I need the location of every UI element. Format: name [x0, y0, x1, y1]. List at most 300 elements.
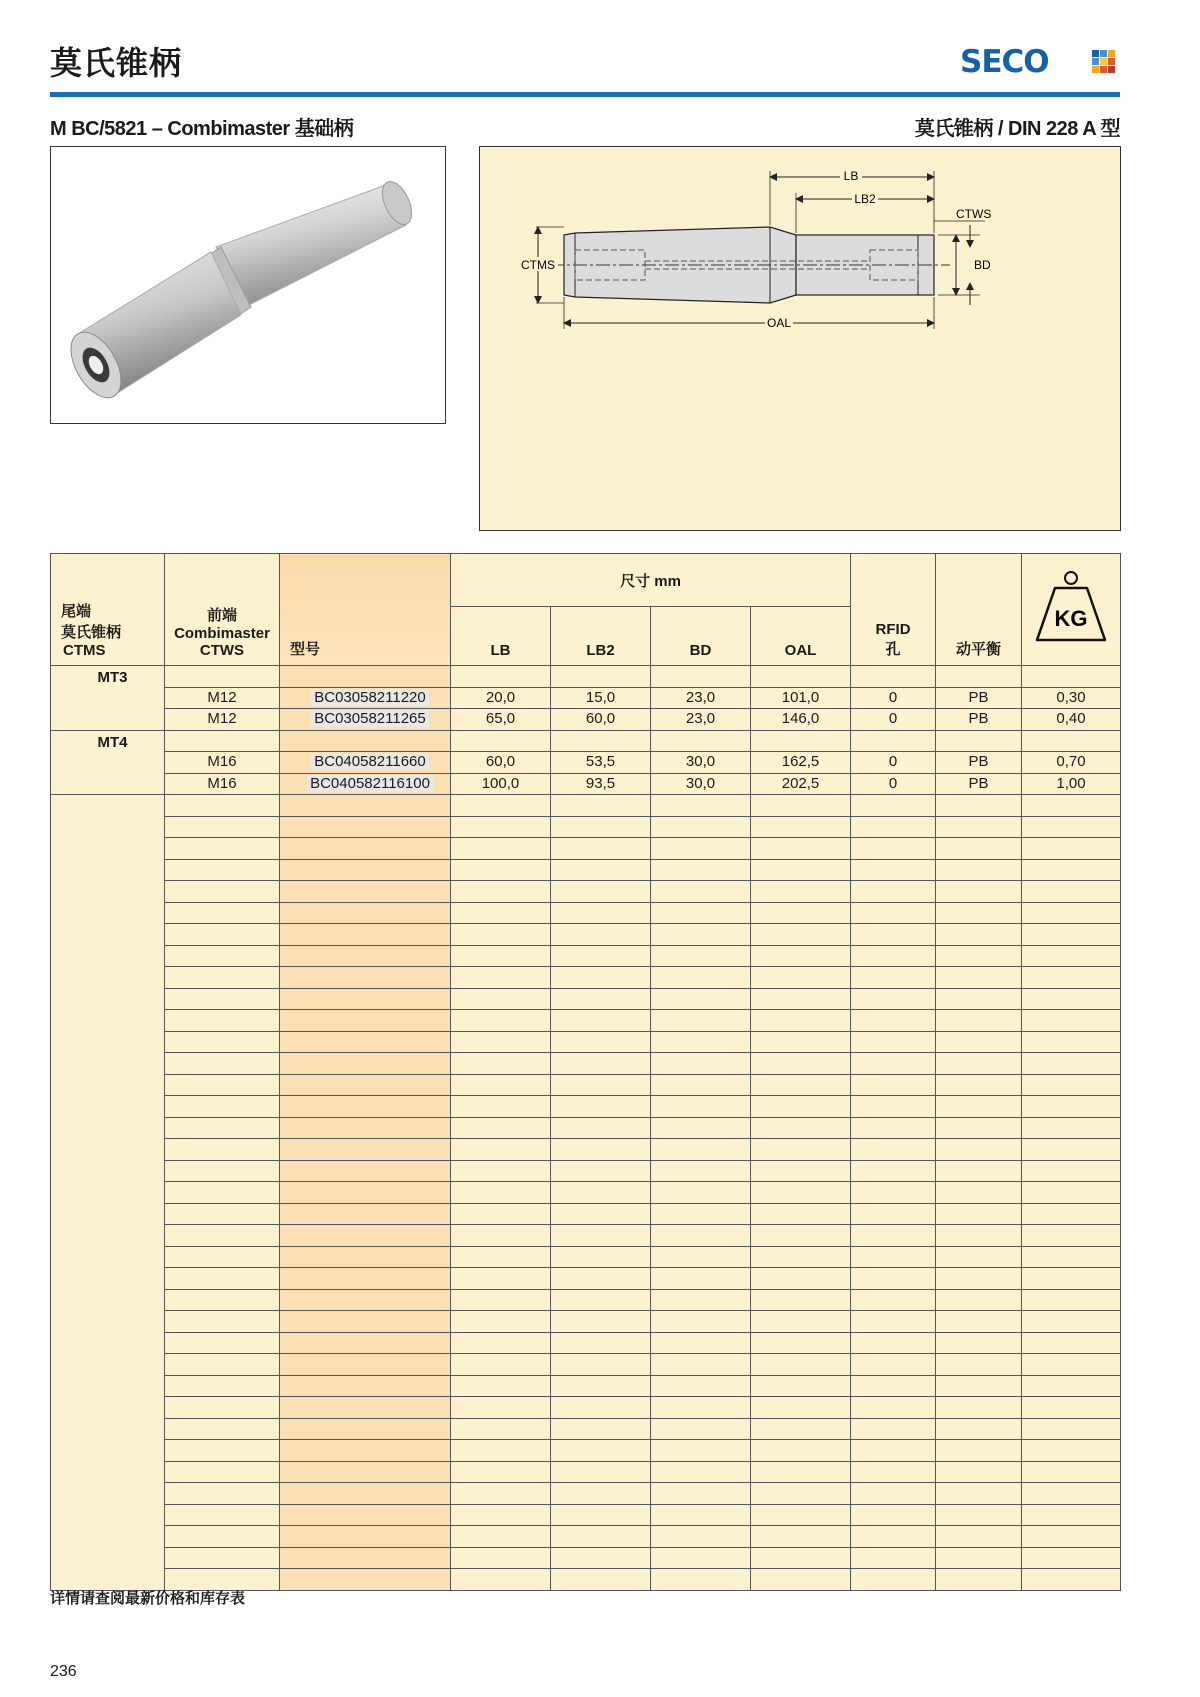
empty-cell	[551, 1289, 651, 1311]
empty-cell	[280, 1225, 451, 1247]
empty-cell	[551, 1418, 651, 1440]
empty-cell	[1022, 1139, 1121, 1161]
empty-cell	[551, 1139, 651, 1161]
table-row[interactable]	[51, 687, 1121, 709]
group-label: MT3	[51, 666, 165, 731]
empty-cell	[651, 1569, 751, 1591]
empty-cell	[651, 1246, 751, 1268]
empty-cell	[451, 1375, 551, 1397]
empty-row	[51, 1182, 1121, 1204]
empty-cell	[851, 1246, 936, 1268]
empty-cell	[851, 924, 936, 946]
empty-cell	[165, 1289, 280, 1311]
empty-cell	[165, 1096, 280, 1118]
empty-cell	[280, 1311, 451, 1333]
empty-row	[51, 1225, 1121, 1247]
label-ctws: CTWS	[956, 207, 992, 221]
empty-cell	[936, 902, 1022, 924]
cell-rfid: 0	[851, 687, 936, 709]
empty-cell	[936, 1311, 1022, 1333]
cell-lb2: 53,5	[551, 752, 651, 774]
empty-cell	[451, 1010, 551, 1032]
empty-cell	[165, 1311, 280, 1333]
empty-cell	[751, 1139, 851, 1161]
empty-cell	[451, 795, 551, 817]
empty-cell	[751, 902, 851, 924]
cell-kg: 0,70	[1022, 752, 1121, 774]
empty-cell	[1022, 859, 1121, 881]
cell-bd: 30,0	[651, 752, 751, 774]
empty-cell	[165, 1074, 280, 1096]
empty-cell	[451, 881, 551, 903]
empty-cell	[936, 1182, 1022, 1204]
empty-cell	[751, 1182, 851, 1204]
empty-row	[51, 1289, 1121, 1311]
cell-ctws: M12	[165, 687, 280, 709]
empty-row	[51, 902, 1121, 924]
empty-cell	[651, 1268, 751, 1290]
label-lb2: LB2	[854, 192, 876, 206]
cell-balance: PB	[936, 709, 1022, 731]
empty-cell	[551, 1461, 651, 1483]
empty-cell	[451, 1182, 551, 1204]
standard-label: 莫氏锥柄 / DIN 228 A 型	[914, 118, 1120, 140]
empty-cell	[751, 1461, 851, 1483]
empty-cell	[165, 666, 280, 688]
empty-cell	[280, 816, 451, 838]
cell-balance: PB	[936, 752, 1022, 774]
cell-ctws: M16	[165, 752, 280, 774]
empty-cell	[936, 1203, 1022, 1225]
empty-cell	[280, 1268, 451, 1290]
empty-cell	[551, 666, 651, 688]
empty-cell	[936, 1010, 1022, 1032]
empty-cell	[1022, 1375, 1121, 1397]
empty-cell	[451, 967, 551, 989]
empty-cell	[451, 1117, 551, 1139]
empty-cell	[751, 666, 851, 688]
empty-cell	[451, 1246, 551, 1268]
empty-cell	[936, 1354, 1022, 1376]
empty-cell	[551, 730, 651, 752]
empty-cell	[280, 1160, 451, 1182]
empty-cell	[936, 795, 1022, 817]
empty-cell	[451, 1225, 551, 1247]
empty-cell	[165, 859, 280, 881]
empty-cell	[551, 988, 651, 1010]
empty-cell	[851, 881, 936, 903]
empty-row	[51, 1268, 1121, 1290]
empty-cell	[651, 1354, 751, 1376]
empty-cell	[851, 1074, 936, 1096]
empty-cell	[551, 945, 651, 967]
empty-cell	[165, 1332, 280, 1354]
empty-cell	[851, 838, 936, 860]
empty-cell	[751, 1074, 851, 1096]
empty-cell	[280, 1074, 451, 1096]
empty-cell	[751, 988, 851, 1010]
empty-cell	[451, 1096, 551, 1118]
empty-row	[51, 967, 1121, 989]
empty-cell	[851, 1569, 936, 1591]
empty-cell	[651, 1160, 751, 1182]
empty-cell	[651, 1139, 751, 1161]
empty-row	[51, 1547, 1121, 1569]
empty-cell	[551, 1268, 651, 1290]
empty-cell	[751, 1418, 851, 1440]
empty-cell	[51, 795, 165, 1591]
empty-cell	[451, 945, 551, 967]
group-row	[51, 730, 1121, 752]
empty-cell	[551, 1117, 651, 1139]
empty-cell	[936, 1418, 1022, 1440]
empty-cell	[165, 1418, 280, 1440]
empty-cell	[165, 902, 280, 924]
empty-cell	[451, 1418, 551, 1440]
empty-row	[51, 1010, 1121, 1032]
empty-cell	[280, 1461, 451, 1483]
empty-cell	[551, 1010, 651, 1032]
empty-cell	[851, 1311, 936, 1333]
empty-cell	[651, 988, 751, 1010]
empty-cell	[651, 1203, 751, 1225]
empty-cell	[851, 1053, 936, 1075]
header-code: 型号	[280, 554, 451, 666]
tool-holder-image	[51, 147, 445, 423]
empty-cell	[751, 1096, 851, 1118]
empty-cell	[165, 945, 280, 967]
empty-cell	[936, 967, 1022, 989]
empty-cell	[451, 816, 551, 838]
empty-cell	[651, 924, 751, 946]
empty-cell	[851, 730, 936, 752]
empty-cell	[1022, 902, 1121, 924]
empty-cell	[551, 1053, 651, 1075]
empty-cell	[1022, 666, 1121, 688]
empty-cell	[751, 881, 851, 903]
item-code[interactable]: BC04058211660	[311, 753, 429, 770]
empty-cell	[751, 1440, 851, 1462]
empty-cell	[451, 988, 551, 1010]
empty-cell	[451, 666, 551, 688]
specification-table	[50, 553, 1119, 1591]
empty-cell	[165, 1504, 280, 1526]
empty-row	[51, 1504, 1121, 1526]
empty-cell	[551, 902, 651, 924]
empty-cell	[651, 859, 751, 881]
empty-cell	[451, 1311, 551, 1333]
empty-cell	[165, 1397, 280, 1419]
empty-cell	[651, 1311, 751, 1333]
empty-cell	[280, 945, 451, 967]
cell-kg: 0,40	[1022, 709, 1121, 731]
empty-cell	[751, 1268, 851, 1290]
empty-row	[51, 1526, 1121, 1548]
empty-cell	[165, 1160, 280, 1182]
cell-ctws: M16	[165, 773, 280, 795]
empty-row	[51, 795, 1121, 817]
cell-code	[280, 773, 451, 795]
empty-cell	[751, 1117, 851, 1139]
empty-cell	[280, 1182, 451, 1204]
empty-cell	[551, 1225, 651, 1247]
empty-cell	[551, 1483, 651, 1505]
empty-cell	[551, 1182, 651, 1204]
empty-cell	[851, 967, 936, 989]
item-code[interactable]: BC03058211265	[311, 710, 429, 727]
empty-cell	[165, 816, 280, 838]
item-code[interactable]: BC040582116100	[307, 775, 433, 792]
header-oal: OAL	[751, 607, 851, 666]
cell-balance: PB	[936, 687, 1022, 709]
empty-cell	[936, 1440, 1022, 1462]
empty-cell	[936, 988, 1022, 1010]
empty-cell	[751, 1569, 851, 1591]
empty-cell	[751, 1332, 851, 1354]
empty-cell	[451, 902, 551, 924]
empty-cell	[551, 838, 651, 860]
empty-cell	[1022, 1289, 1121, 1311]
empty-row	[51, 816, 1121, 838]
empty-cell	[751, 1526, 851, 1548]
table-row[interactable]	[51, 752, 1121, 774]
empty-cell	[651, 816, 751, 838]
technical-drawing	[479, 146, 1121, 531]
empty-cell	[751, 1483, 851, 1505]
empty-cell	[451, 1031, 551, 1053]
empty-cell	[551, 795, 651, 817]
empty-cell	[851, 816, 936, 838]
empty-cell	[851, 1139, 936, 1161]
empty-cell	[751, 1203, 851, 1225]
empty-cell	[936, 924, 1022, 946]
empty-cell	[936, 1483, 1022, 1505]
empty-cell	[851, 1096, 936, 1118]
cell-code	[280, 687, 451, 709]
empty-cell	[851, 902, 936, 924]
empty-row	[51, 1461, 1121, 1483]
empty-cell	[851, 1418, 936, 1440]
empty-row	[51, 1074, 1121, 1096]
empty-cell	[551, 1160, 651, 1182]
empty-cell	[551, 1504, 651, 1526]
empty-cell	[936, 1504, 1022, 1526]
empty-cell	[651, 1010, 751, 1032]
empty-cell	[936, 1547, 1022, 1569]
empty-cell	[651, 1504, 751, 1526]
cell-bd: 30,0	[651, 773, 751, 795]
empty-cell	[851, 1397, 936, 1419]
empty-cell	[551, 1354, 651, 1376]
empty-cell	[280, 795, 451, 817]
empty-cell	[1022, 1096, 1121, 1118]
empty-cell	[851, 795, 936, 817]
empty-cell	[936, 838, 1022, 860]
empty-row	[51, 1139, 1121, 1161]
empty-row	[51, 1418, 1121, 1440]
cell-code	[280, 752, 451, 774]
cell-code	[280, 709, 451, 731]
empty-cell	[1022, 1547, 1121, 1569]
empty-cell	[280, 1418, 451, 1440]
empty-cell	[551, 816, 651, 838]
label-bd: BD	[974, 258, 991, 272]
header-bd: BD	[651, 607, 751, 666]
empty-cell	[165, 1483, 280, 1505]
empty-cell	[280, 838, 451, 860]
empty-row	[51, 1397, 1121, 1419]
empty-cell	[851, 1010, 936, 1032]
empty-cell	[165, 1461, 280, 1483]
empty-cell	[165, 1547, 280, 1569]
empty-cell	[936, 1569, 1022, 1591]
empty-cell	[1022, 816, 1121, 838]
empty-cell	[165, 1354, 280, 1376]
empty-cell	[280, 859, 451, 881]
empty-cell	[280, 1053, 451, 1075]
empty-cell	[651, 902, 751, 924]
cell-rfid: 0	[851, 773, 936, 795]
empty-cell	[551, 1074, 651, 1096]
empty-cell	[1022, 1569, 1121, 1591]
empty-cell	[1022, 1182, 1121, 1204]
empty-cell	[751, 1246, 851, 1268]
empty-cell	[451, 1074, 551, 1096]
empty-cell	[451, 924, 551, 946]
label-oal: OAL	[766, 316, 792, 330]
empty-row	[51, 1117, 1121, 1139]
cell-oal: 101,0	[751, 687, 851, 709]
empty-cell	[1022, 1203, 1121, 1225]
empty-cell	[651, 1397, 751, 1419]
empty-cell	[936, 1225, 1022, 1247]
product-subtitle: M BC/5821 – Combimaster 基础柄	[50, 118, 354, 140]
header-balance: 动平衡	[936, 554, 1022, 666]
empty-row	[51, 838, 1121, 860]
empty-cell	[1022, 945, 1121, 967]
empty-cell	[551, 967, 651, 989]
table-row[interactable]	[51, 709, 1121, 731]
empty-cell	[651, 1375, 751, 1397]
empty-row	[51, 1332, 1121, 1354]
empty-cell	[651, 838, 751, 860]
cell-lb: 100,0	[451, 773, 551, 795]
empty-row	[51, 1096, 1121, 1118]
empty-cell	[551, 1440, 651, 1462]
cell-kg: 1,00	[1022, 773, 1121, 795]
empty-cell	[451, 1268, 551, 1290]
empty-cell	[851, 1440, 936, 1462]
item-code[interactable]: BC03058211220	[311, 689, 429, 706]
empty-cell	[1022, 1225, 1121, 1247]
empty-cell	[751, 1160, 851, 1182]
empty-cell	[751, 1311, 851, 1333]
empty-cell	[851, 1289, 936, 1311]
empty-cell	[851, 1332, 936, 1354]
empty-cell	[1022, 795, 1121, 817]
empty-cell	[851, 1203, 936, 1225]
empty-cell	[651, 1053, 751, 1075]
empty-cell	[851, 988, 936, 1010]
brand-mark-icon	[1092, 50, 1116, 74]
header-rfid: RFID 孔	[851, 554, 936, 666]
empty-cell	[165, 838, 280, 860]
empty-cell	[751, 1225, 851, 1247]
cell-kg: 0,30	[1022, 687, 1121, 709]
empty-cell	[1022, 1397, 1121, 1419]
empty-cell	[936, 1526, 1022, 1548]
empty-cell	[851, 1354, 936, 1376]
cell-lb: 20,0	[451, 687, 551, 709]
empty-cell	[165, 1203, 280, 1225]
empty-cell	[851, 859, 936, 881]
empty-cell	[651, 1031, 751, 1053]
empty-cell	[851, 1182, 936, 1204]
empty-cell	[1022, 1483, 1121, 1505]
empty-cell	[280, 967, 451, 989]
empty-cell	[165, 1246, 280, 1268]
empty-cell	[165, 881, 280, 903]
empty-cell	[451, 1332, 551, 1354]
empty-cell	[165, 1440, 280, 1462]
empty-cell	[651, 967, 751, 989]
empty-cell	[551, 859, 651, 881]
empty-cell	[651, 1225, 751, 1247]
table-row[interactable]	[51, 773, 1121, 795]
empty-cell	[751, 795, 851, 817]
empty-cell	[936, 1139, 1022, 1161]
empty-cell	[1022, 1461, 1121, 1483]
empty-cell	[751, 838, 851, 860]
empty-row	[51, 1311, 1121, 1333]
header-lb2: LB2	[551, 607, 651, 666]
empty-cell	[165, 1526, 280, 1548]
empty-cell	[1022, 1074, 1121, 1096]
cell-bd: 23,0	[651, 687, 751, 709]
empty-cell	[751, 1010, 851, 1032]
empty-cell	[936, 1117, 1022, 1139]
empty-cell	[651, 881, 751, 903]
empty-cell	[551, 1547, 651, 1569]
empty-cell	[751, 1031, 851, 1053]
empty-row	[51, 945, 1121, 967]
group-row	[51, 666, 1121, 688]
empty-cell	[1022, 1246, 1121, 1268]
empty-cell	[165, 1182, 280, 1204]
empty-cell	[451, 1139, 551, 1161]
empty-cell	[280, 1332, 451, 1354]
empty-cell	[1022, 1504, 1121, 1526]
dimension-drawing	[480, 147, 1120, 530]
empty-cell	[551, 1332, 651, 1354]
empty-cell	[280, 1117, 451, 1139]
header-rule	[50, 92, 1120, 97]
empty-cell	[751, 730, 851, 752]
empty-cell	[751, 816, 851, 838]
table-body	[51, 666, 1121, 1591]
empty-cell	[851, 1160, 936, 1182]
empty-cell	[165, 730, 280, 752]
cell-balance: PB	[936, 773, 1022, 795]
empty-cell	[751, 967, 851, 989]
empty-cell	[851, 1504, 936, 1526]
empty-cell	[280, 1203, 451, 1225]
empty-cell	[851, 1526, 936, 1548]
empty-cell	[651, 1332, 751, 1354]
empty-cell	[1022, 1010, 1121, 1032]
cell-lb2: 15,0	[551, 687, 651, 709]
header-dimensions: 尺寸 mm	[451, 554, 851, 607]
